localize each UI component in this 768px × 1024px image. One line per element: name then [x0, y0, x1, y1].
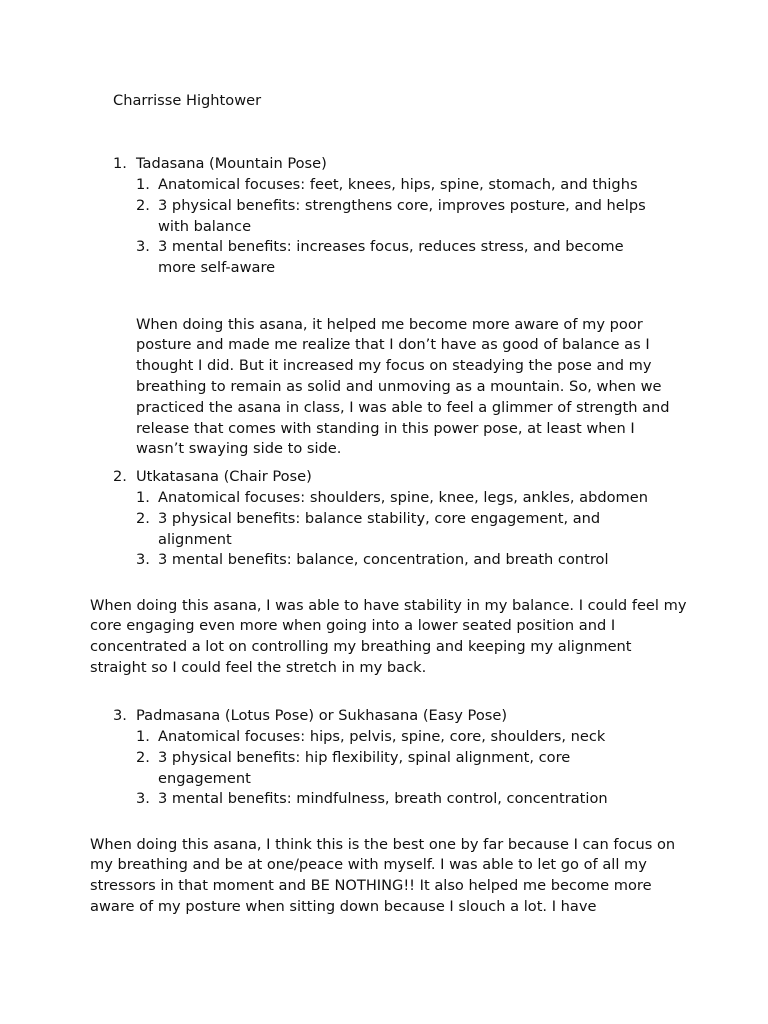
section-number: 2. — [113, 468, 127, 485]
section-title: Tadasana (Mountain Pose) — [136, 155, 327, 172]
reflection-paragraph: When doing this asana, I was able to have stability in my balance. I could feel my core engaging even more when going into a lower seated position and I concentrated a lot on controlling my breathing and keeping my alignment straight so I could feel the stretch in my back. — [90, 596, 687, 676]
section-details-list — [136, 175, 696, 279]
list-item — [136, 237, 666, 279]
section-title: Padmasana (Lotus Pose) or Sukhasana (Easy Pose) — [136, 707, 508, 724]
list-item — [136, 488, 696, 509]
list-item — [136, 789, 696, 810]
list-item-text: 3 physical benefits: strengthens core, improves posture, and helps with balance — [158, 196, 646, 235]
list-item — [136, 196, 666, 238]
reflection-paragraph: When doing this asana, it helped me become more aware of my poor posture and made me realize that I don’t have as good of balance as I thought I did. But it increased my focus on steadying the pose and my breathing to remain as solid and unmoving as a mountain. So, when we practiced the asana in class, I was able to feel a glimmer of strength and release that comes with standing in this power pose, at least when I wasn’t swaying side to side. — [136, 315, 670, 458]
section-number: 1. — [113, 155, 127, 172]
list-item-number: 3. — [136, 238, 150, 256]
list-item-text: Anatomical focuses: feet, knees, hips, spine, stomach, and thighs — [158, 176, 638, 193]
list-item — [136, 727, 696, 748]
list-item-number: 1. — [136, 728, 150, 745]
list-item-text: 3 mental benefits: increases focus, reduces stress, and become more self-aware — [158, 238, 624, 277]
list-item-text: Anatomical focuses: shoulders, spine, knee, legs, ankles, abdomen — [158, 489, 648, 506]
list-item-text: 3 mental benefits: balance, concentration, and breath control — [158, 551, 609, 569]
list-item-number: 1. — [136, 489, 150, 506]
author-name: Charrisse Hightower — [113, 92, 262, 109]
section-title: Utkatasana (Chair Pose) — [136, 468, 312, 485]
list-item-number: 3. — [136, 551, 150, 569]
list-item-number: 2. — [136, 748, 150, 766]
reflection-paragraph: When doing this asana, I think this is the best one by far because I can focus on my breathing and be at one/peace with myself. I was able to let go of all my stressors in that moment and BE NOTHING!! It also helped me become more aware of my posture when sitting down because I slouch a lot. I have — [90, 835, 676, 915]
list-item-text: 3 physical benefits: hip flexibility, spinal alignment, core engagement — [158, 748, 571, 787]
list-item-text: 3 mental benefits: mindfulness, breath control, concentration — [158, 790, 608, 808]
section-details-list — [136, 727, 696, 810]
list-item — [136, 175, 696, 196]
list-item — [136, 748, 603, 790]
list-item-number: 3. — [136, 790, 150, 808]
list-item-text: 3 physical benefits: balance stability, core engagement, and alignment — [158, 509, 601, 548]
list-item — [136, 509, 638, 551]
list-item-text: Anatomical focuses: hips, pelvis, spine, core, shoulders, neck — [158, 728, 606, 745]
list-item-number: 1. — [136, 176, 150, 193]
list-item — [136, 550, 696, 571]
list-item-number: 2. — [136, 509, 150, 527]
section-details-list — [136, 488, 696, 571]
section-number: 3. — [113, 707, 127, 724]
list-item-number: 2. — [136, 196, 150, 214]
